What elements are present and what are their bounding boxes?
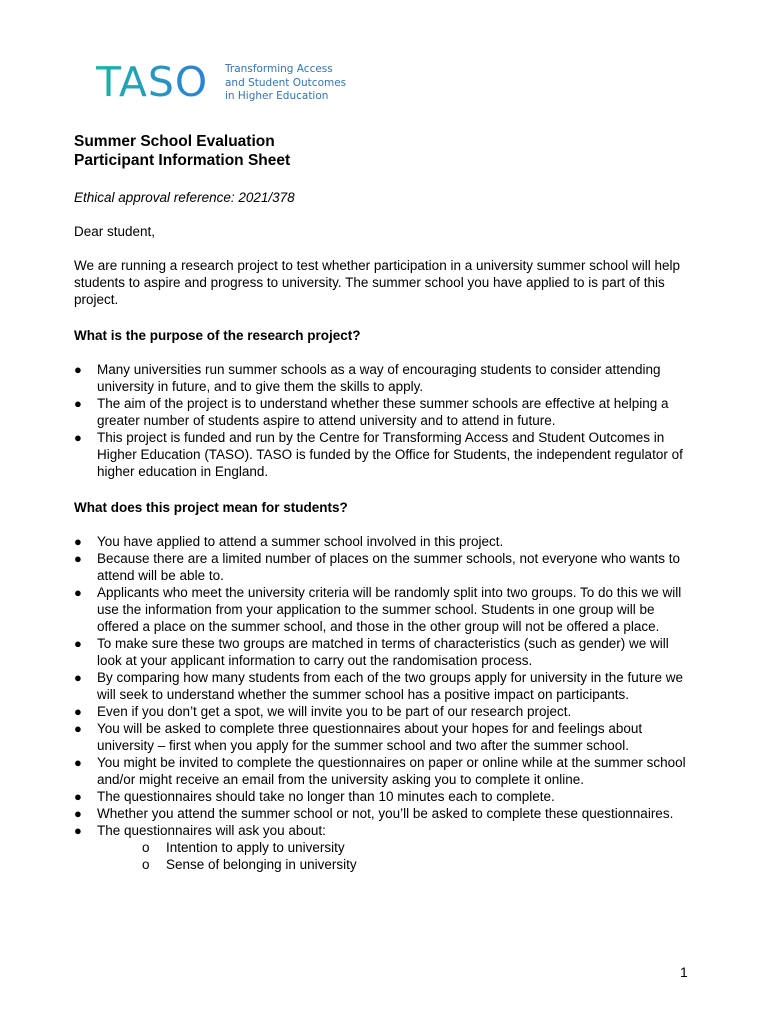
ethical-approval-reference: Ethical approval reference: 2021/378 (74, 190, 295, 205)
list-item-text: Many universities run summer schools as a way of encouraging students to consider attending university in future, and to give them the skills to apply. (97, 362, 661, 394)
bullet-icon: ● (74, 585, 82, 600)
list-item (74, 720, 696, 754)
logo-tagline-line: and Student Outcomes (225, 76, 347, 89)
list-item (74, 754, 696, 788)
bullet-icon: ● (74, 670, 82, 685)
bullet-icon: ● (74, 362, 82, 377)
bullet-icon: ● (74, 789, 82, 804)
bullet-icon: ● (74, 755, 82, 770)
questionnaire-topics-list (97, 839, 696, 873)
list-item-text: The questionnaires should take no longer than 10 minutes each to complete. (97, 789, 555, 804)
list-item (74, 669, 696, 703)
bullet-icon: ● (74, 823, 82, 838)
list-item-text: You will be asked to complete three questionnaires about your hopes for and feelings about university – first when you apply for the summer school and two after the summer school. (97, 721, 643, 753)
list-item (74, 584, 696, 635)
list-item (74, 703, 696, 720)
list-item-text: Whether you attend the summer school or not, you’ll be asked to complete these questionnaires. (97, 806, 674, 821)
list-item-text: You have applied to attend a summer school involved in this project. (97, 534, 504, 549)
greeting: Dear student, (74, 224, 156, 239)
document-body (74, 132, 696, 873)
list-item (74, 361, 696, 395)
list-item-text: Because there are a limited number of places on the summer schools, not everyone who wants to attend will be able to. (97, 551, 681, 583)
list-item-text: Applicants who meet the university criteria will be randomly split into two groups. To do this we will use the information from your application to the summer school. Students in one group will be offered a place on the summer school, and those in the other group will not be offered a place. (97, 585, 682, 634)
bullet-icon: ● (74, 396, 82, 411)
list-item (74, 429, 696, 480)
bullet-icon: ● (74, 806, 82, 821)
list-item-text: To make sure these two groups are matched in terms of characteristics (such as gender) we will look at your applicant information to carry out the randomisation process. (97, 636, 669, 668)
logo-tagline (225, 63, 365, 104)
section-heading-students: What does this project mean for students? (74, 500, 348, 515)
document-title (74, 132, 696, 170)
list-item (74, 533, 696, 550)
list-item (74, 822, 696, 873)
list-item (74, 788, 696, 805)
purpose-list (74, 361, 696, 480)
sub-list-item-text: Intention to apply to university (166, 840, 345, 855)
list-item-text: This project is funded and run by the Centre for Transforming Access and Student Outcomes in Higher Education (TASO). TASO is funded by the Office for Students, the independent regulator of higher education in England. (97, 430, 683, 479)
logo-wordmark: TASO (96, 58, 209, 106)
list-item-text: You might be invited to complete the questionnaires on paper or online while at the summer school and/or might receive an email from the university asking you to complete it online. (97, 755, 686, 787)
list-item-text: The aim of the project is to understand whether these summer schools are effective at helping a greater number of students aspire to attend university and to attend in future. (97, 396, 669, 428)
page-number: 1 (680, 964, 688, 980)
bullet-icon: ● (74, 534, 82, 549)
bullet-icon: ● (74, 721, 82, 736)
bullet-icon: ● (74, 551, 82, 566)
bullet-icon: ● (74, 704, 82, 719)
sub-list-item (97, 856, 696, 873)
title-line-1: Summer School Evaluation (74, 133, 275, 150)
list-item (74, 550, 696, 584)
logo-tagline-line: Transforming Access (225, 63, 333, 75)
list-item-text: Even if you don’t get a spot, we will invite you to be part of our research project. (97, 704, 572, 719)
list-item-text: By comparing how many students from each of the two groups apply for university in the future we will seek to understand whether the summer school has a positive impact on participants. (97, 670, 684, 702)
intro-paragraph: We are running a research project to test whether participation in a university summer school will help students to aspire and progress to university. The summer school you have applied to is part of this project. (74, 258, 681, 307)
sub-bullet-icon: o (142, 857, 150, 872)
title-line-2: Participant Information Sheet (74, 152, 291, 169)
list-item (74, 395, 696, 429)
sub-bullet-icon: o (142, 840, 150, 855)
list-item-text: The questionnaires will ask you about: (97, 823, 326, 838)
sub-list-item-text: Sense of belonging in university (166, 857, 357, 872)
section-heading-purpose: What is the purpose of the research project? (74, 328, 361, 343)
logo-tagline-line: in Higher Education (225, 90, 329, 102)
list-item (74, 635, 696, 669)
students-list (74, 533, 696, 873)
bullet-icon: ● (74, 636, 82, 651)
list-item (74, 805, 696, 822)
bullet-icon: ● (74, 430, 82, 445)
sub-list-item (97, 839, 696, 856)
